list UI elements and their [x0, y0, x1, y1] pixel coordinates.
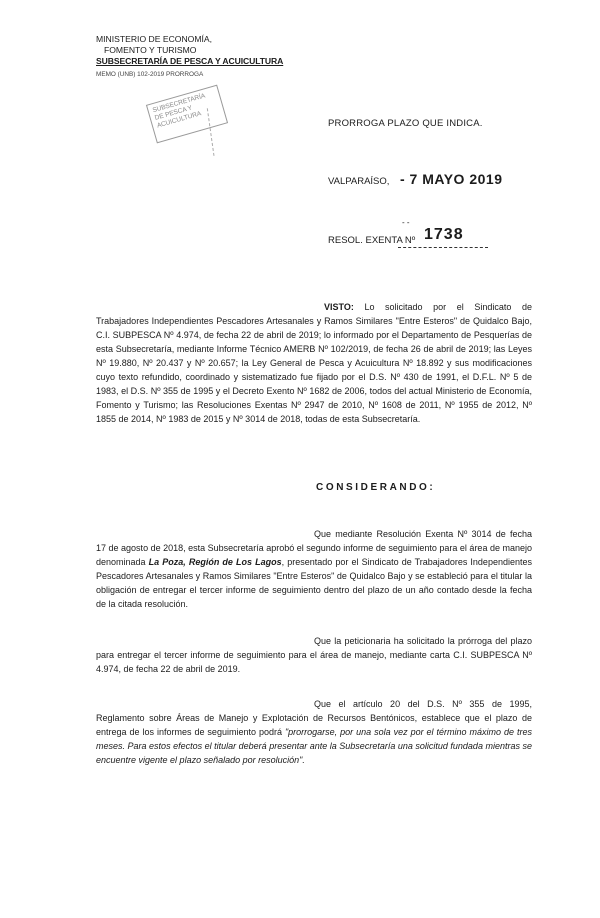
visto-paragraph [96, 300, 532, 426]
resolution-underline [398, 247, 488, 248]
considerando-1-area-name: La Poza, Región de Los Lagos [148, 557, 282, 567]
document-reference: PRORROGA PLAZO QUE INDICA. [328, 118, 483, 129]
stamp-mark [207, 104, 244, 156]
considerando-heading: CONSIDERANDO: [316, 482, 436, 493]
considerando-2-text: Que la peticionaria ha solicitado la prórroga del plazo para entregar el tercer informe de seguimiento para el área de manejo, mediante carta C.I. SUBPESCA Nº 4.974, de fecha 22 de abril de 2019. [96, 636, 532, 674]
considerando-paragraph-3 [96, 697, 532, 767]
letterhead-subsecretaria: SUBSECRETARÍA DE PESCA Y ACUICULTURA [96, 56, 284, 66]
memo-reference: MEMO (UNB) 102-2019 PRORROGA [96, 71, 204, 78]
considerando-1-text-c: , presentado por el Sindicato de Trabajadores Independientes Pescadores Artesanales y Ramos Similares "Entre Esteros" de Quidalco Bajo y se estableció para el titular la obligación de entregar el tercer informe de seguimiento dentro del plazo de un año contado desde la fecha de la citada resolución. [96, 557, 532, 609]
visto-text: Lo solicitado por el Sindicato de Trabajadores Independientes Pescadores Artesanales y Ramos Similares "Entre Esteros" de Quidalco Bajo, C.I. SUBPESCA Nº 4.974, de fecha 22 de abril de 2019; lo informado por el Departamento de Pesquerías de esta Subsecretaría, mediante Informe Técnico AMERB Nº 102/2019, de fecha 26 de abril de 2019; las Leyes Nº 19.880, Nº 20.437 y Nº 20.657; la Ley General de Pesca y Acuicultura Nº 18.892 y sus modificaciones cuyo texto refundido, coordinado y sistematizado fue fijado por el D.S. Nº 430 de 1991, el D.F.L. Nº 5 de 1983, el D.S. Nº 355 de 1995 y el Decreto Exento Nº 1682 de 2006, todos del actual Ministerio de Economía, Fomento y Turismo; las Resoluciones Exentas Nº 2947 de 2010, Nº 1608 de 2011, Nº 1955 de 2012, Nº 1855 de 2014, Nº 1983 de 2015 y Nº 3014 de 2018, todas de esta Subsecretaría. [96, 302, 532, 424]
considerando-3-text-a: Que el artículo 20 del D.S. Nº 355 de 1995, Reglamento sobre Áreas de Manejo y Explotación de Recursos Bentónicos, establece que el plazo de entrega de los informes de seguimiento podrá [96, 699, 532, 737]
resolution-number: 1738 [424, 226, 464, 243]
stamp-text: SUBSECRETARÍA DE PESCA Y ACUICULTURA [151, 92, 206, 130]
considerando-3-quote: "prorrogarse, por una sola vez por el término máximo de tres meses. Para estos efectos el titular deberá presentar ante la Subsecretaría una solicitud fundada mientras se encuentre vigente el plazo señalado por resolución". [96, 727, 532, 765]
letterhead-ministry-2: FOMENTO Y TURISMO [104, 45, 197, 55]
resolution-ticks: - - [402, 218, 410, 227]
considerando-paragraph-1 [96, 527, 532, 611]
considerando-1-text-a: Que mediante Resolución Exenta Nº 3014 de fecha 17 de agosto de 2018, esta Subsecretaría aprobó el segundo informe de seguimiento para el área de manejo denominada [96, 529, 532, 567]
resolution-label: RESOL. EXENTA Nº [328, 235, 416, 246]
date-value: - 7 MAYO 2019 [400, 171, 503, 187]
visto-label: VISTO: [324, 302, 354, 312]
considerando-paragraph-2 [96, 634, 532, 676]
letterhead [96, 34, 284, 80]
letterhead-ministry: MINISTERIO DE ECONOMÍA, [96, 34, 213, 44]
date-city: VALPARAÍSO, [328, 176, 390, 187]
